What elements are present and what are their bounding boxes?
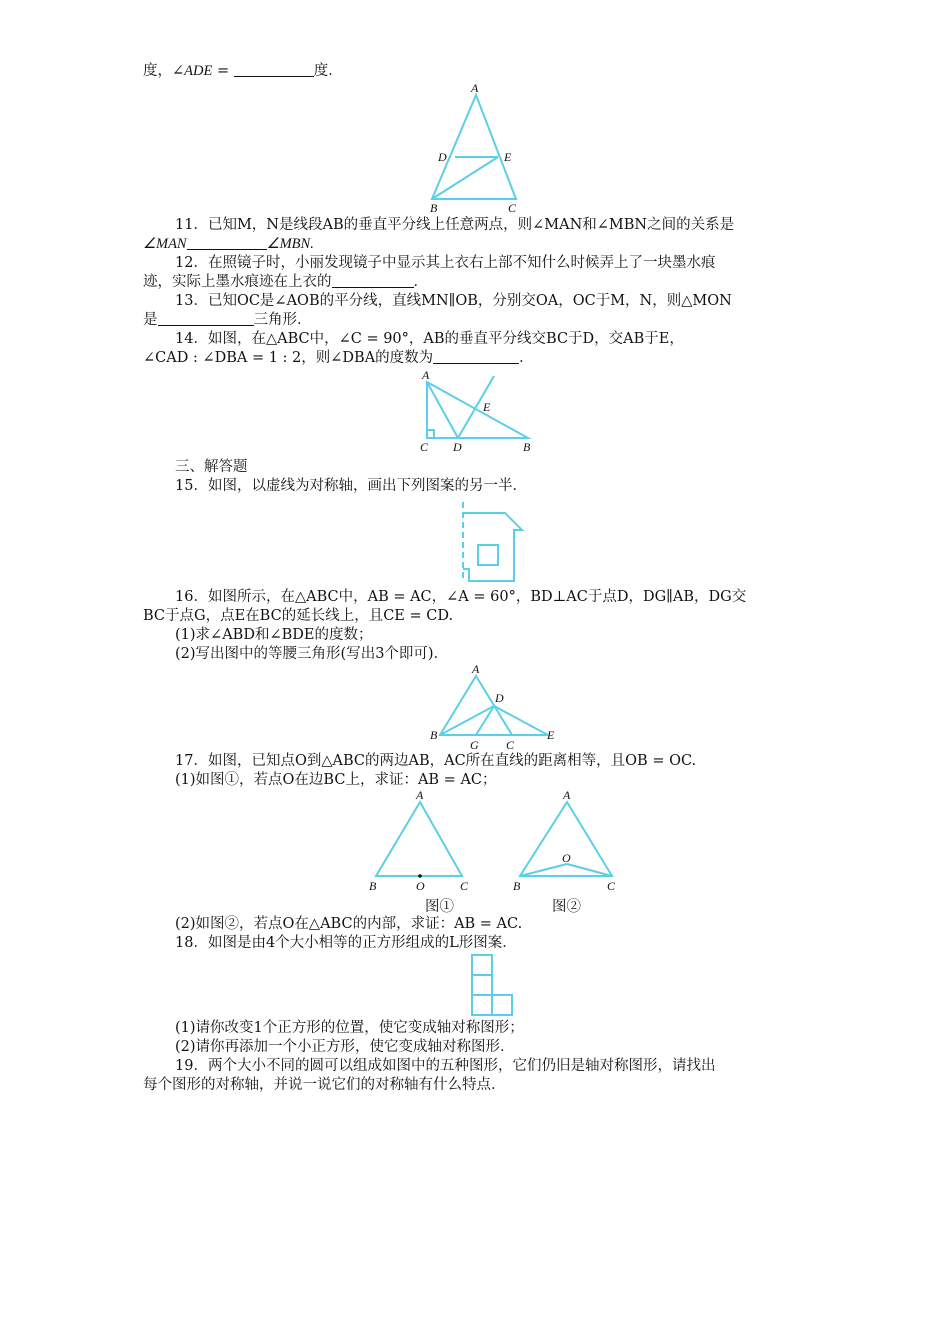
fig10-label-c: C <box>508 201 517 215</box>
q10-text-post: 度． <box>313 63 343 79</box>
q14-line1: 14．如图，在△ABC中，∠C = 90°，AB的垂直平分线交BC于D，交AB于E， <box>175 331 684 347</box>
q15-text: 15．如图，以虚线为对称轴，画出下列图案的另一半． <box>175 478 527 494</box>
fig17-1-label-c: C <box>460 879 469 893</box>
fig18-square-3 <box>472 995 492 1015</box>
q12-line1: 12．在照镜子时，小丽发现镜子中显示其上衣右上部不知什么时候弄上了一块墨水痕 <box>175 255 716 271</box>
fig10-label-a: A <box>471 81 479 95</box>
q13-line1: 13．已知OC是∠AOB的平分线，直线MN∥OB，分别交OA，OC于M，N，则△MON <box>175 293 732 309</box>
q19-line2: 每个图形的对称轴，并说一说它们的对称轴有什么特点． <box>143 1077 506 1093</box>
fig17-caption-2: 图② <box>552 899 581 915</box>
fig17-1-label-b: B <box>369 879 377 893</box>
q17-sub2: (2)如图②，若点O在△ABC的内部，求证：AB = AC. <box>175 916 523 932</box>
q11-angle-mbn: ∠MBN. <box>266 236 314 252</box>
fig17-1-label-o: O <box>416 879 425 893</box>
fig14-label-e: E <box>483 400 491 414</box>
q13-line2-post: 三角形． <box>253 312 312 328</box>
fig14-label-a: A <box>422 368 430 382</box>
fig14-label-b: B <box>523 440 531 454</box>
q18-sub1: (1)请你改变1个正方形的位置，使它变成轴对称图形； <box>175 1020 524 1036</box>
fig18-square-2 <box>472 975 492 995</box>
fig17-2-label-o: O <box>562 851 571 865</box>
fig17-2-label-c: C <box>607 879 616 893</box>
fig10-label-d: D <box>438 150 447 164</box>
q16-line1: 16．如图所示，在△ABC中，AB = AC，∠A = 60°，BD⊥AC于点D，DG∥AB，DG交 <box>175 589 747 605</box>
q12-line2-end: ． <box>413 274 428 290</box>
q10-eq: = <box>212 63 234 79</box>
fig18-square-1 <box>472 955 492 975</box>
q11-angle-man: ∠MAN <box>143 236 187 252</box>
fig10-label-e: E <box>504 150 512 164</box>
q14-line2-text: ∠CAD : ∠DBA = 1 : 2，则∠DBA的度数为 <box>143 350 434 366</box>
q13-line2-pre: 是 <box>143 312 158 328</box>
q12-line2-text: 迹，实际上墨水痕迹在上衣的 <box>143 274 332 290</box>
q17-sub1: (1)如图①，若点O在边BC上，求证：AB = AC； <box>175 772 497 788</box>
fig16-label-b: B <box>430 728 438 742</box>
fig16-label-g: G <box>470 738 479 752</box>
q11-line1: 11．已知M，N是线段AB的垂直平分线上任意两点，则∠MAN和∠MBN之间的关系是 <box>175 217 735 233</box>
fig16-label-e: E <box>547 728 555 742</box>
q19-line1: 19．两个大小不同的圆可以组成如图中的五种图形，它们仍旧是轴对称图形，请找出 <box>175 1058 716 1074</box>
fig17-1-label-a: A <box>416 788 424 802</box>
fig18-square-4 <box>492 995 512 1015</box>
fig16-label-d: D <box>495 691 504 705</box>
q16-sub2: (2)写出图中的等腰三角形(写出3个即可)． <box>175 646 449 662</box>
fig17-2-label-b: B <box>513 879 521 893</box>
fig16-label-a: A <box>472 662 480 676</box>
q16-sub1: (1)求∠ABD和∠BDE的度数； <box>175 627 373 643</box>
fig10-label-b: B <box>430 201 438 215</box>
q18-line1: 18．如图是由4个大小相等的正方形组成的L形图案． <box>175 935 517 951</box>
fig16-label-c: C <box>506 738 515 752</box>
fig14-label-c: C <box>420 440 429 454</box>
q14-line2-end: ． <box>519 350 534 366</box>
q17-line1: 17．如图，已知点O到△ABC的两边AB，AC所在直线的距离相等，且OB = OC. <box>175 753 697 769</box>
section-heading-3: 三、解答题 <box>175 459 248 475</box>
fig14-label-d: D <box>453 440 462 454</box>
fig17-2-label-a: A <box>563 788 571 802</box>
q18-sub2: (2)请你再添加一个小正方形，使它变成轴对称图形． <box>175 1039 515 1055</box>
q10-text-pre: 度，∠ <box>143 63 185 79</box>
fig17-caption-1: 图① <box>425 899 454 915</box>
q16-line2: BC于点G，点E在BC的延长线上，且CE = CD. <box>143 608 454 624</box>
q10-angle: ADE <box>184 63 213 79</box>
